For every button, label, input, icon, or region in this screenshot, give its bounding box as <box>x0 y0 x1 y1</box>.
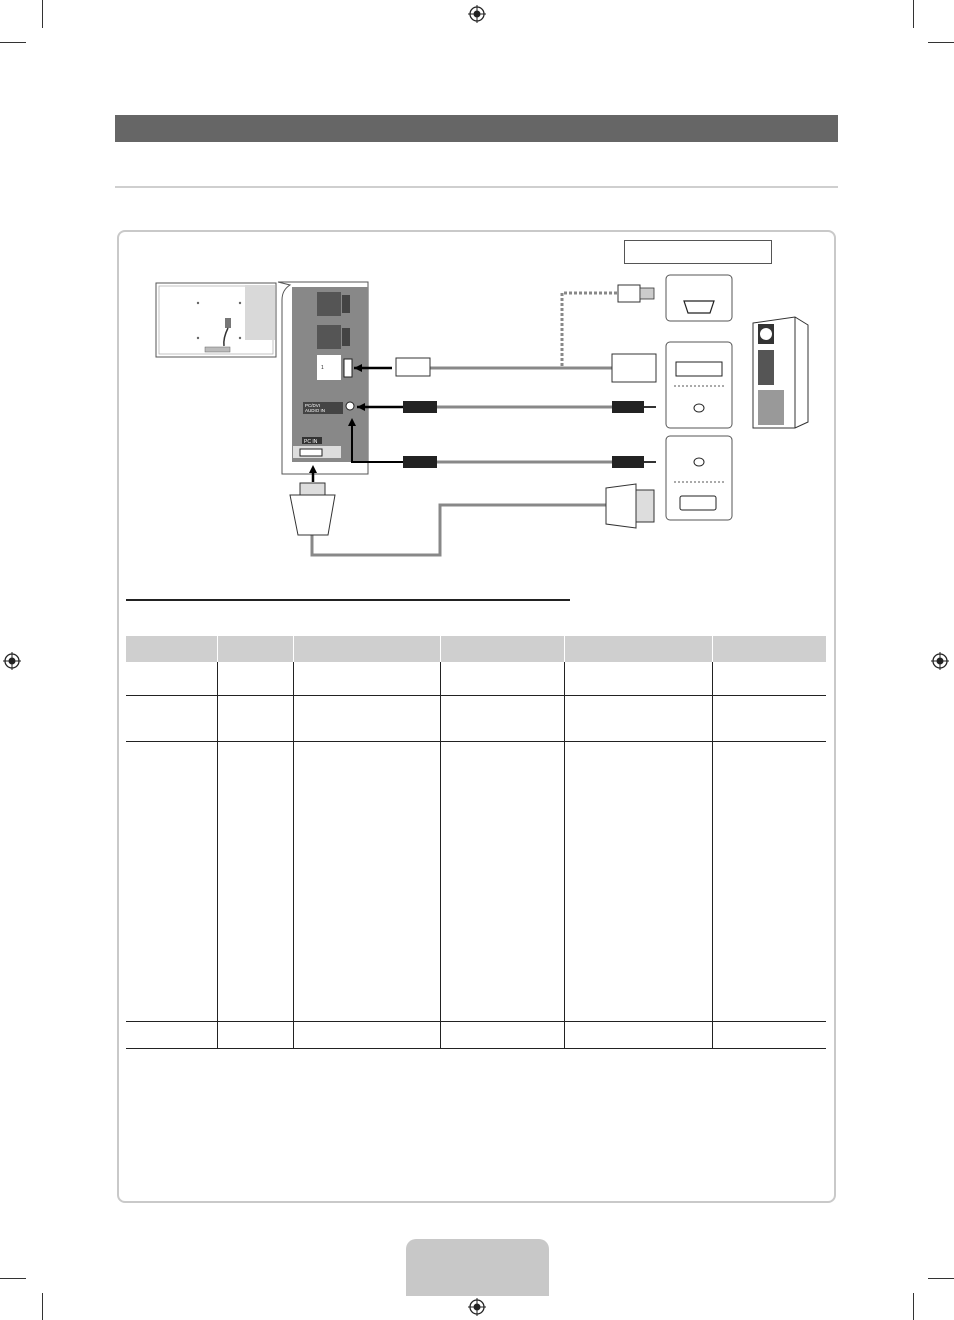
registration-mark-icon <box>468 5 486 23</box>
pc-label-box <box>624 240 772 264</box>
table-title-rule <box>126 599 570 601</box>
registration-mark-icon <box>468 1298 486 1316</box>
registration-mark-icon <box>931 652 949 670</box>
table-header-row <box>126 636 826 662</box>
table-cell <box>217 1021 293 1048</box>
table-cell <box>564 695 712 741</box>
table-cell <box>712 741 826 1021</box>
tv-back-illustration <box>156 283 276 357</box>
registration-mark-icon <box>3 652 21 670</box>
pc-tower-icon <box>753 317 808 428</box>
crop-mark-top-right-v <box>913 0 914 28</box>
table-header-cell <box>712 636 826 662</box>
pc-dvi-audio-in-label: PC/DVI <box>305 403 321 408</box>
crop-mark-top-left-h <box>0 42 26 43</box>
svg-text:AUDIO IN: AUDIO IN <box>305 408 326 413</box>
page-number-tab <box>406 1239 549 1296</box>
pc-in-label: PC IN <box>304 439 318 445</box>
table-cell <box>564 662 712 695</box>
table-cell <box>712 695 826 741</box>
table-header-cell <box>293 636 440 662</box>
table-cell <box>293 741 440 1021</box>
display-modes-table <box>126 636 826 1049</box>
table-cell <box>440 741 564 1021</box>
table-header-cell <box>217 636 293 662</box>
table-row <box>126 1021 826 1048</box>
table-cell <box>440 695 564 741</box>
table-cell <box>712 1021 826 1048</box>
table-cell <box>564 741 712 1021</box>
table-row <box>126 662 826 695</box>
table-header-cell <box>564 636 712 662</box>
crop-mark-bottom-left-h <box>0 1278 26 1279</box>
table-cell <box>564 1021 712 1048</box>
tv-panel-zoom <box>278 282 368 474</box>
table-cell <box>126 1021 217 1048</box>
crop-mark-bottom-right-v <box>913 1293 914 1320</box>
table-header-cell <box>440 636 564 662</box>
table-cell <box>440 662 564 695</box>
port-1-label: 1 <box>321 365 324 371</box>
table-cell <box>217 662 293 695</box>
table-cell <box>126 695 217 741</box>
dvi-port-icon <box>666 342 732 428</box>
table-cell <box>217 695 293 741</box>
crop-mark-top-left-v <box>42 0 43 28</box>
subheading-rule <box>115 186 838 188</box>
table-cell <box>293 1021 440 1048</box>
table-cell <box>293 695 440 741</box>
section-header-bar <box>115 115 838 142</box>
crop-mark-top-right-h <box>928 42 954 43</box>
table-row <box>126 741 826 1021</box>
table-cell <box>440 1021 564 1048</box>
table-header-cell <box>126 636 217 662</box>
table-cell <box>126 662 217 695</box>
crop-mark-bottom-right-h <box>928 1278 954 1279</box>
connection-diagram <box>150 270 820 570</box>
hdmi-port-icon <box>666 275 732 321</box>
crop-mark-bottom-left-v <box>42 1293 43 1320</box>
table-cell <box>217 741 293 1021</box>
table-row <box>126 695 826 741</box>
table-cell <box>126 741 217 1021</box>
vga-port-icon <box>666 436 732 520</box>
table-cell <box>712 662 826 695</box>
table-cell <box>293 662 440 695</box>
